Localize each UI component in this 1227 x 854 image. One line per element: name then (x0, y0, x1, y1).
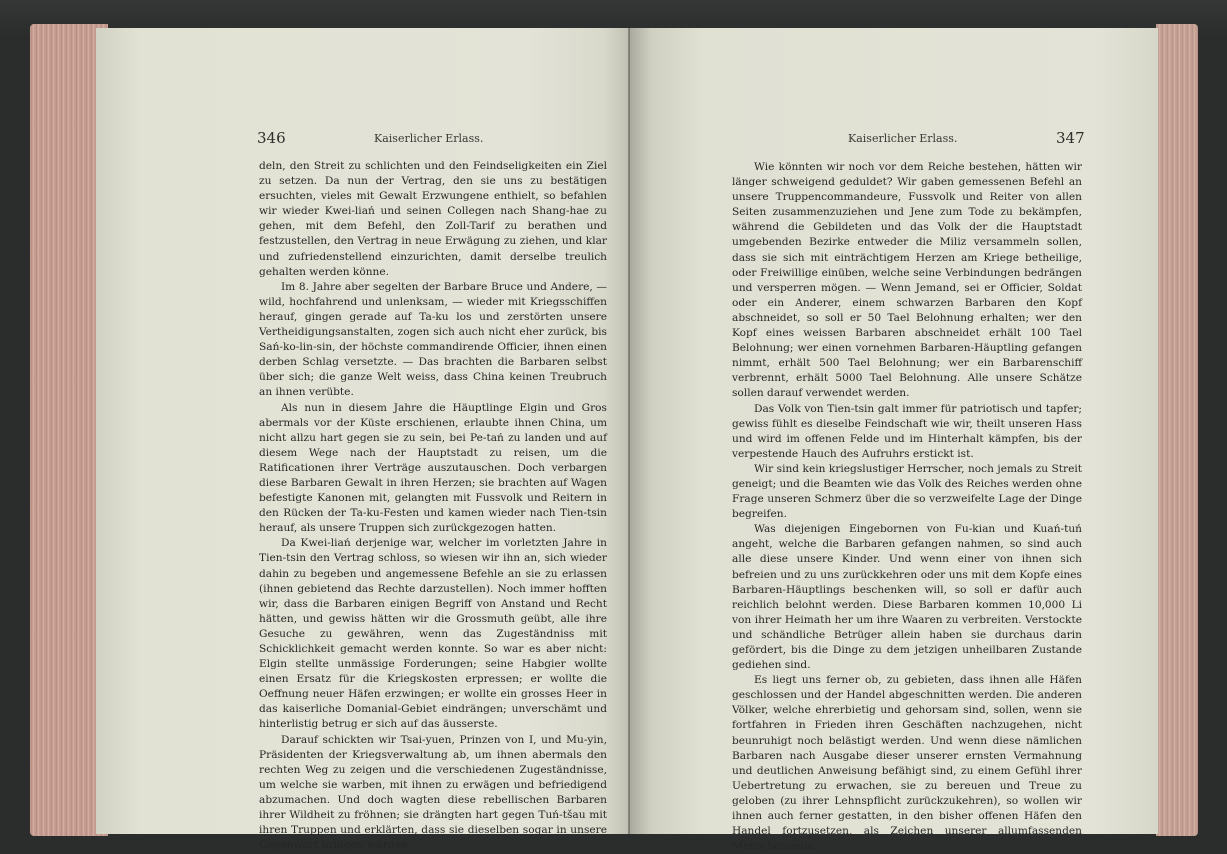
right-page-body (732, 160, 1082, 854)
right-page-number: 347 (1056, 129, 1085, 147)
left-paragraph: Als nun in diesem Jahre die Häuptlinge Elgin und Gros abermals vor der Küste erschienen, erlaubte ihnen China, um nicht allzu hart gegen sie zu sein, bei Pe-tań zu landen und auf diesem Wege nach der Hauptstadt zu reisen, um die Ratificationen ihrer Verträge auszutauschen. Doch verbargen diese Barbaren Gewalt in ihren Herzen; sie brachten auf Wagen befestigte Kanonen mit, gelangten mit Fussvolk und Reitern in den Rücken der Ta-ku-Festen und kamen wieder nach Tien-tsin herauf, als unsere Truppen sich zurückgezogen hatten. (259, 401, 607, 535)
right-paragraph: Wir sind kein kriegslustiger Herrscher, noch jemals zu Streit geneigt; und die Beamten wie das Volk des Reiches werden ohne Frage unseren Schmerz über die so verzweifelte Lage der Dinge begreifen. (732, 462, 1082, 521)
left-running-header: Kaiserlicher Erlass. (374, 132, 484, 145)
right-paragraph: Es liegt uns ferner ob, zu gebieten, dass ihnen alle Häfen geschlossen und der Handel abgeschnitten werden. Die anderen Völker, welche ehrerbietig und gehorsam sind, sollen, wenn sie fortfahren in Frieden ihren Geschäften nachzugehen, nicht beunruhigt noch belästigt werden. Und wenn diese nämlichen Barbaren nach Ausgabe dieser unserer ernsten Vermahnung und deutlichen Anweisung befähigt sind, zu einem Gefühl ihrer Uebertretung zu erwachen, sie zu bereuen und Treue zu geloben (zu ihrer Lehnspflicht zurückzukehren), so wollen wir ihnen auch ferner gestatten, in den bisher offenen Häfen den Handel fortzusetzen, als Zeichen unserer allumfassenden Menschenliebe. (732, 674, 1082, 853)
left-paragraph: Darauf schickten wir Tsai-yuen, Prinzen von I, und Mu-yin, Präsidenten der Kriegsverwaltung ab, um ihnen abermals den rechten Weg zu zeigen und die verschiedenen Zugeständnisse, um welche sie warben, mit ihnen zu erwägen und befriedigend abzumachen. Und doch wagten diese rebellischen Barbaren ihrer Wildheit zu fröhnen; sie drängten hart gegen Tuń-tšau mit ihren Truppen und erklärten, dass sie dieselben sogar in unsere Gegenwart bringen würden. (259, 733, 607, 852)
left-page (96, 28, 636, 852)
right-paragraph: Das Volk von Tien-tsin galt immer für patriotisch und tapfer; gewiss fühlt es dieselbe Feindschaft wie wir, theilt unseren Hass und wird im offenen Felde und im Hinterhalt kämpfen, bis der verpestende Hauch des Aufruhrs erstickt ist. (732, 402, 1082, 460)
left-paragraph: deln, den Streit zu schlichten und den Feindseligkeiten ein Ziel zu setzen. Da nun der Vertrag, den sie uns zu bestätigen ersuchten, vieles mit Gewalt Erzwungene enthielt, so befahlen wir wieder Kwei-liań und seinen Collegen nach Shang-hae zu gehen, mit dem Befehl, den Zoll-Tarif zu berathen und festzustellen, den Vertrag in neue Erwägung zu ziehen, und klar und zufriedenstellend einzurichten, damit derselbe treulich gehalten werden könne. (259, 160, 607, 278)
right-page-stack-edge (1156, 24, 1198, 836)
right-paragraph: Was diejenigen Eingebornen von Fu-kian und Kuań-tuń angeht, welche die Barbaren gefangen nahmen, so sind auch alle diese unsere Kinder. Und wenn einer von ihnen sich befreien und zu uns zurückkehren oder uns mit dem Kopfe eines Barbaren-Häuptlings beschenken will, so soll er dafür auch reichlich belohnt werden. Diese Barbaren kommen 10,000 Li von ihrer Heimath her um ihre Waaren zu verbreiten. Verstockte und schändliche Betrüger allein haben sie durchaus darin gefördert, bis die Dinge zu dem jetzigen unheilbaren Zustande gediehen sind. (732, 523, 1082, 672)
open-book (30, 18, 1198, 853)
left-page-body (259, 159, 607, 853)
left-paragraph: Da Kwei-liań derjenige war, welcher im vorletzten Jahre in Tien-tsin den Vertrag schloss, so wiesen wir ihn an, sich wieder dahin zu begeben und angemessene Befehle an sie zu erlassen (ihnen gebietend das Rechte darzustellen). Noch immer hofften wir, dass die Barbaren einigen Begriff von Anstand und Recht hätten, und gewiss hätten wir die Grossmuth geübt, alle ihre Gesuche zu gewähren, wenn das Zugeständniss mit Schicklichkeit gemacht werden konnte. So war es aber nicht: Elgin stellte unmässige Forderungen; seine Habgier wollte einen Ersatz für die Kriegskosten erpressen; er wollte die Oeffnung neuer Häfen erzwingen; er wollte ein grosses Heer in das kaiserliche Domanial-Gebiet eindrängen; unverschämt und hinterlistig betrug er sich auf das äusserste. (259, 537, 607, 731)
left-page-number: 346 (257, 129, 286, 147)
right-running-header: Kaiserlicher Erlass. (848, 132, 958, 145)
left-paragraph: Im 8. Jahre aber segelten der Barbare Bruce und Andere, — wild, hochfahrend und unlenksam, — wieder mit Kriegsschiffen herauf, gingen gerade auf Ta-ku los und zerstörten unsere Vertheidigungsanstalten, zogen sich auch nicht eher zurück, bis Sań-ko-lin-sin, der höchste commandirende Officier, ihnen einen derben Schlag versetzte. — Das brachten die Barbaren selbst über sich; die ganze Welt weiss, dass China keinen Treubruch an ihnen verübte. (259, 280, 607, 399)
right-page (630, 28, 1158, 853)
right-paragraph: Wie könnten wir noch vor dem Reiche bestehen, hätten wir länger schweigend geduldet? Wir gaben gemessenen Befehl an unsere Truppencommandeure, Fussvolk und Reiter von allen Seiten zusammenzuziehen und Jene zum Tode zu bekämpfen, während die Gebildeten und das Volk der die Hauptstadt umgebenden Bezirke entweder die Miliz versammeln sollen, dass sie sich mit einträchtigem Herzen am Kriege betheilige, oder Freiwillige einüben, welche seine Verbindungen bedrängen und versperren mögen. — Wenn Jemand, sei er Officier, Soldat oder ein Anderer, einem schwarzen Barbaren den Kopf abschneidet, so soll er 50 Tael Belohnung erhalten; wer den Kopf eines weissen Barbaren abschneidet erhält 100 Tael Belohnung; wer einen vornehmen Barbaren-Häuptling gefangen nimmt, erhält 500 Tael Belohnung; wer ein Barbarenschiff verbrennt, erhält 5000 Tael Belohnung. Alle unsere Schätze sollen darauf verwendet werden. (732, 161, 1082, 400)
